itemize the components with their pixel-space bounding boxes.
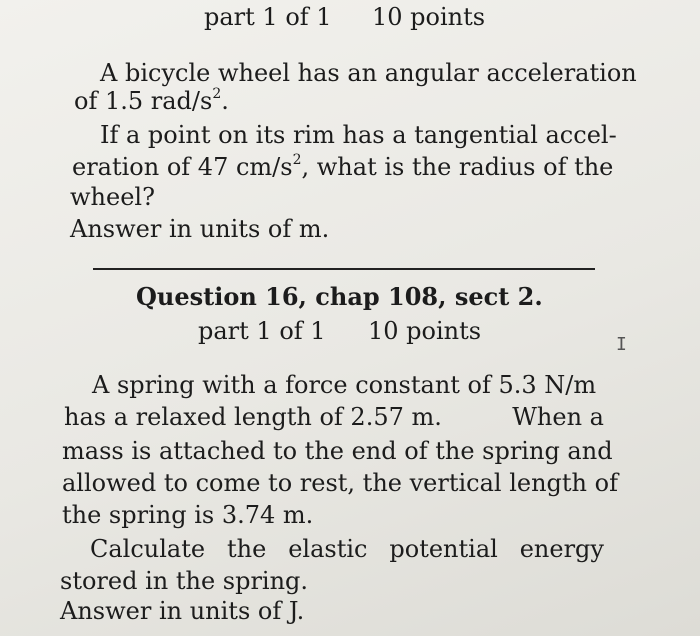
q16-line-5: the spring is 3.74 m. [62, 501, 314, 529]
q16-points-label: 10 points [368, 317, 482, 345]
q15-points-label: 10 points [372, 3, 486, 31]
q16-line-6: Calculate the elastic potential energy [90, 535, 604, 563]
q16-line-3: mass is attached to the end of the spring and [62, 437, 613, 465]
q16-part-label: part 1 of 1 [198, 317, 326, 345]
q16-line-2: has a relaxed length of 2.57 m. When a [64, 403, 604, 431]
q15-line-2: of 1.5 rad/$s^2$. [74, 86, 229, 115]
q15-answer-units: Answer in units of m. [70, 215, 330, 243]
text-cursor-icon: I [616, 334, 627, 355]
q15-line-1: A bicycle wheel has an angular acceleration [100, 59, 637, 87]
q16-line-4: allowed to come to rest, the vertical length of [62, 469, 618, 497]
q15-part-label: part 1 of 1 [204, 3, 332, 31]
section-divider [93, 268, 595, 270]
q16-answer-units: Answer in units of J. [60, 597, 305, 625]
q15-line-3: If a point on its rim has a tangential accel- [100, 121, 617, 149]
q16-line-1: A spring with a force constant of 5.3 N/m [92, 371, 597, 399]
q16-title: Question 16, chap 108, sect 2. [136, 282, 543, 311]
q15-line-5: wheel? [70, 183, 155, 211]
q15-line-4: eration of 47 $cm/s^2$, what is the radius of the [72, 152, 614, 181]
q16-line-7: stored in the spring. [60, 567, 309, 595]
